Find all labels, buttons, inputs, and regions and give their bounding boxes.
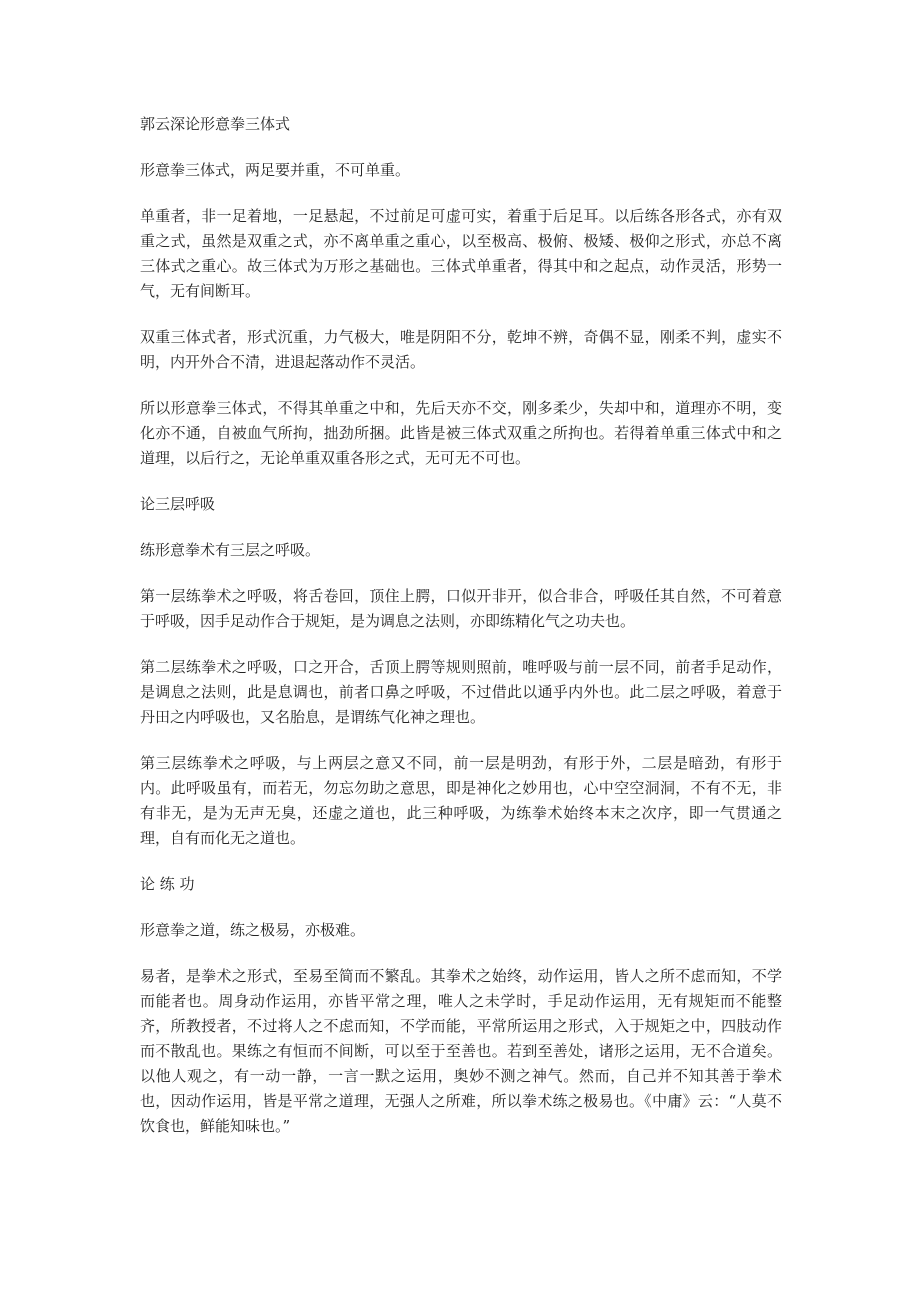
paragraph: 第二层练拳术之呼吸，口之开合，舌顶上腭等规则照前，唯呼吸与前一层不同，前者手足动作，是调息之法则，此是息调也，前者口鼻之呼吸，不过借此以通乎内外也。此二层之呼吸，着意于丹田之内呼吸也，又名胎息，是谓练气化神之理也。 <box>140 658 782 726</box>
paragraph: 形意拳三体式，两足要并重，不可单重。 <box>140 161 411 179</box>
paragraph: 单重者，非一足着地，一足悬起，不过前足可虚可实，着重于后足耳。以后练各形各式，亦有双重之式，虽然是双重之式，亦不离单重之重心，以至极高、极俯、极矮、极仰之形式，亦总不离三体式之重心。故三体式为万形之基础也。三体式单重者，得其中和之起点，动作灵活，形势一气，无有间断耳。 <box>140 207 782 300</box>
paragraph: 第一层练拳术之呼吸，将舌卷回，顶住上腭，口似开非开，似合非合，呼吸任其自然，不可着意于呼吸，因手足动作合于规矩，是为调息之法则，亦即练精化气之功夫也。 <box>140 587 782 630</box>
section-title-breathing: 论三层呼吸 <box>140 495 216 513</box>
section-title-practice: 论 练 功 <box>140 875 195 893</box>
paragraph: 易者，是拳术之形式，至易至简而不繁乱。其拳术之始终，动作运用，皆人之所不虑而知，不学而能者也。周身动作运用，亦皆平常之理，唯人之未学时，手足动作运用，无有规矩而不能整齐，所教授者，不过将人之不虑而知，不学而能，平常所运用之形式，入于规矩之中，四肢动作而不散乱也。果练之有恒而不间断，可以至于至善也。若到至善处，诸形之运用，无不合道矣。以他人观之，有一动一静，一言一默之运用，奥妙不测之神气。然而，自己并不知其善于拳术也，因动作运用，皆是平常之道理，无强人之所难，所以拳术练之极易也。《中庸》云：“人莫不饮食也，鲜能知味也。” <box>140 967 782 1135</box>
paragraph: 第三层练拳术之呼吸，与上两层之意又不同，前一层是明劲，有形于外，二层是暗劲，有形于内。此呼吸虽有，而若无，勿忘勿助之意思，即是神化之妙用也，心中空空洞洞，不有不无，非有非无，是为无声无臭，还虚之道也，此三种呼吸，为练拳术始终本末之次序，即一气贯通之理，自有而化无之道也。 <box>140 754 782 847</box>
paragraph: 形意拳之道，练之极易，亦极难。 <box>140 921 366 939</box>
section-title-santishi: 郭云深论形意拳三体式 <box>140 115 291 133</box>
paragraph: 双重三体式者，形式沉重，力气极大，唯是阴阳不分，乾坤不辨，奇偶不显，刚柔不判，虚实不明，内开外合不清，进退起落动作不灵活。 <box>140 328 782 371</box>
paragraph: 练形意拳术有三层之呼吸。 <box>140 541 321 559</box>
document-body <box>140 112 782 1160</box>
paragraph: 所以形意拳三体式，不得其单重之中和，先后天亦不交，刚多柔少，失却中和，道理亦不明，变化亦不通，自被血气所拘，拙劲所捆。此皆是被三体式双重之所拘也。若得着单重三体式中和之道理，以后行之，无论单重双重各形之式，无可无不可也。 <box>140 399 782 467</box>
